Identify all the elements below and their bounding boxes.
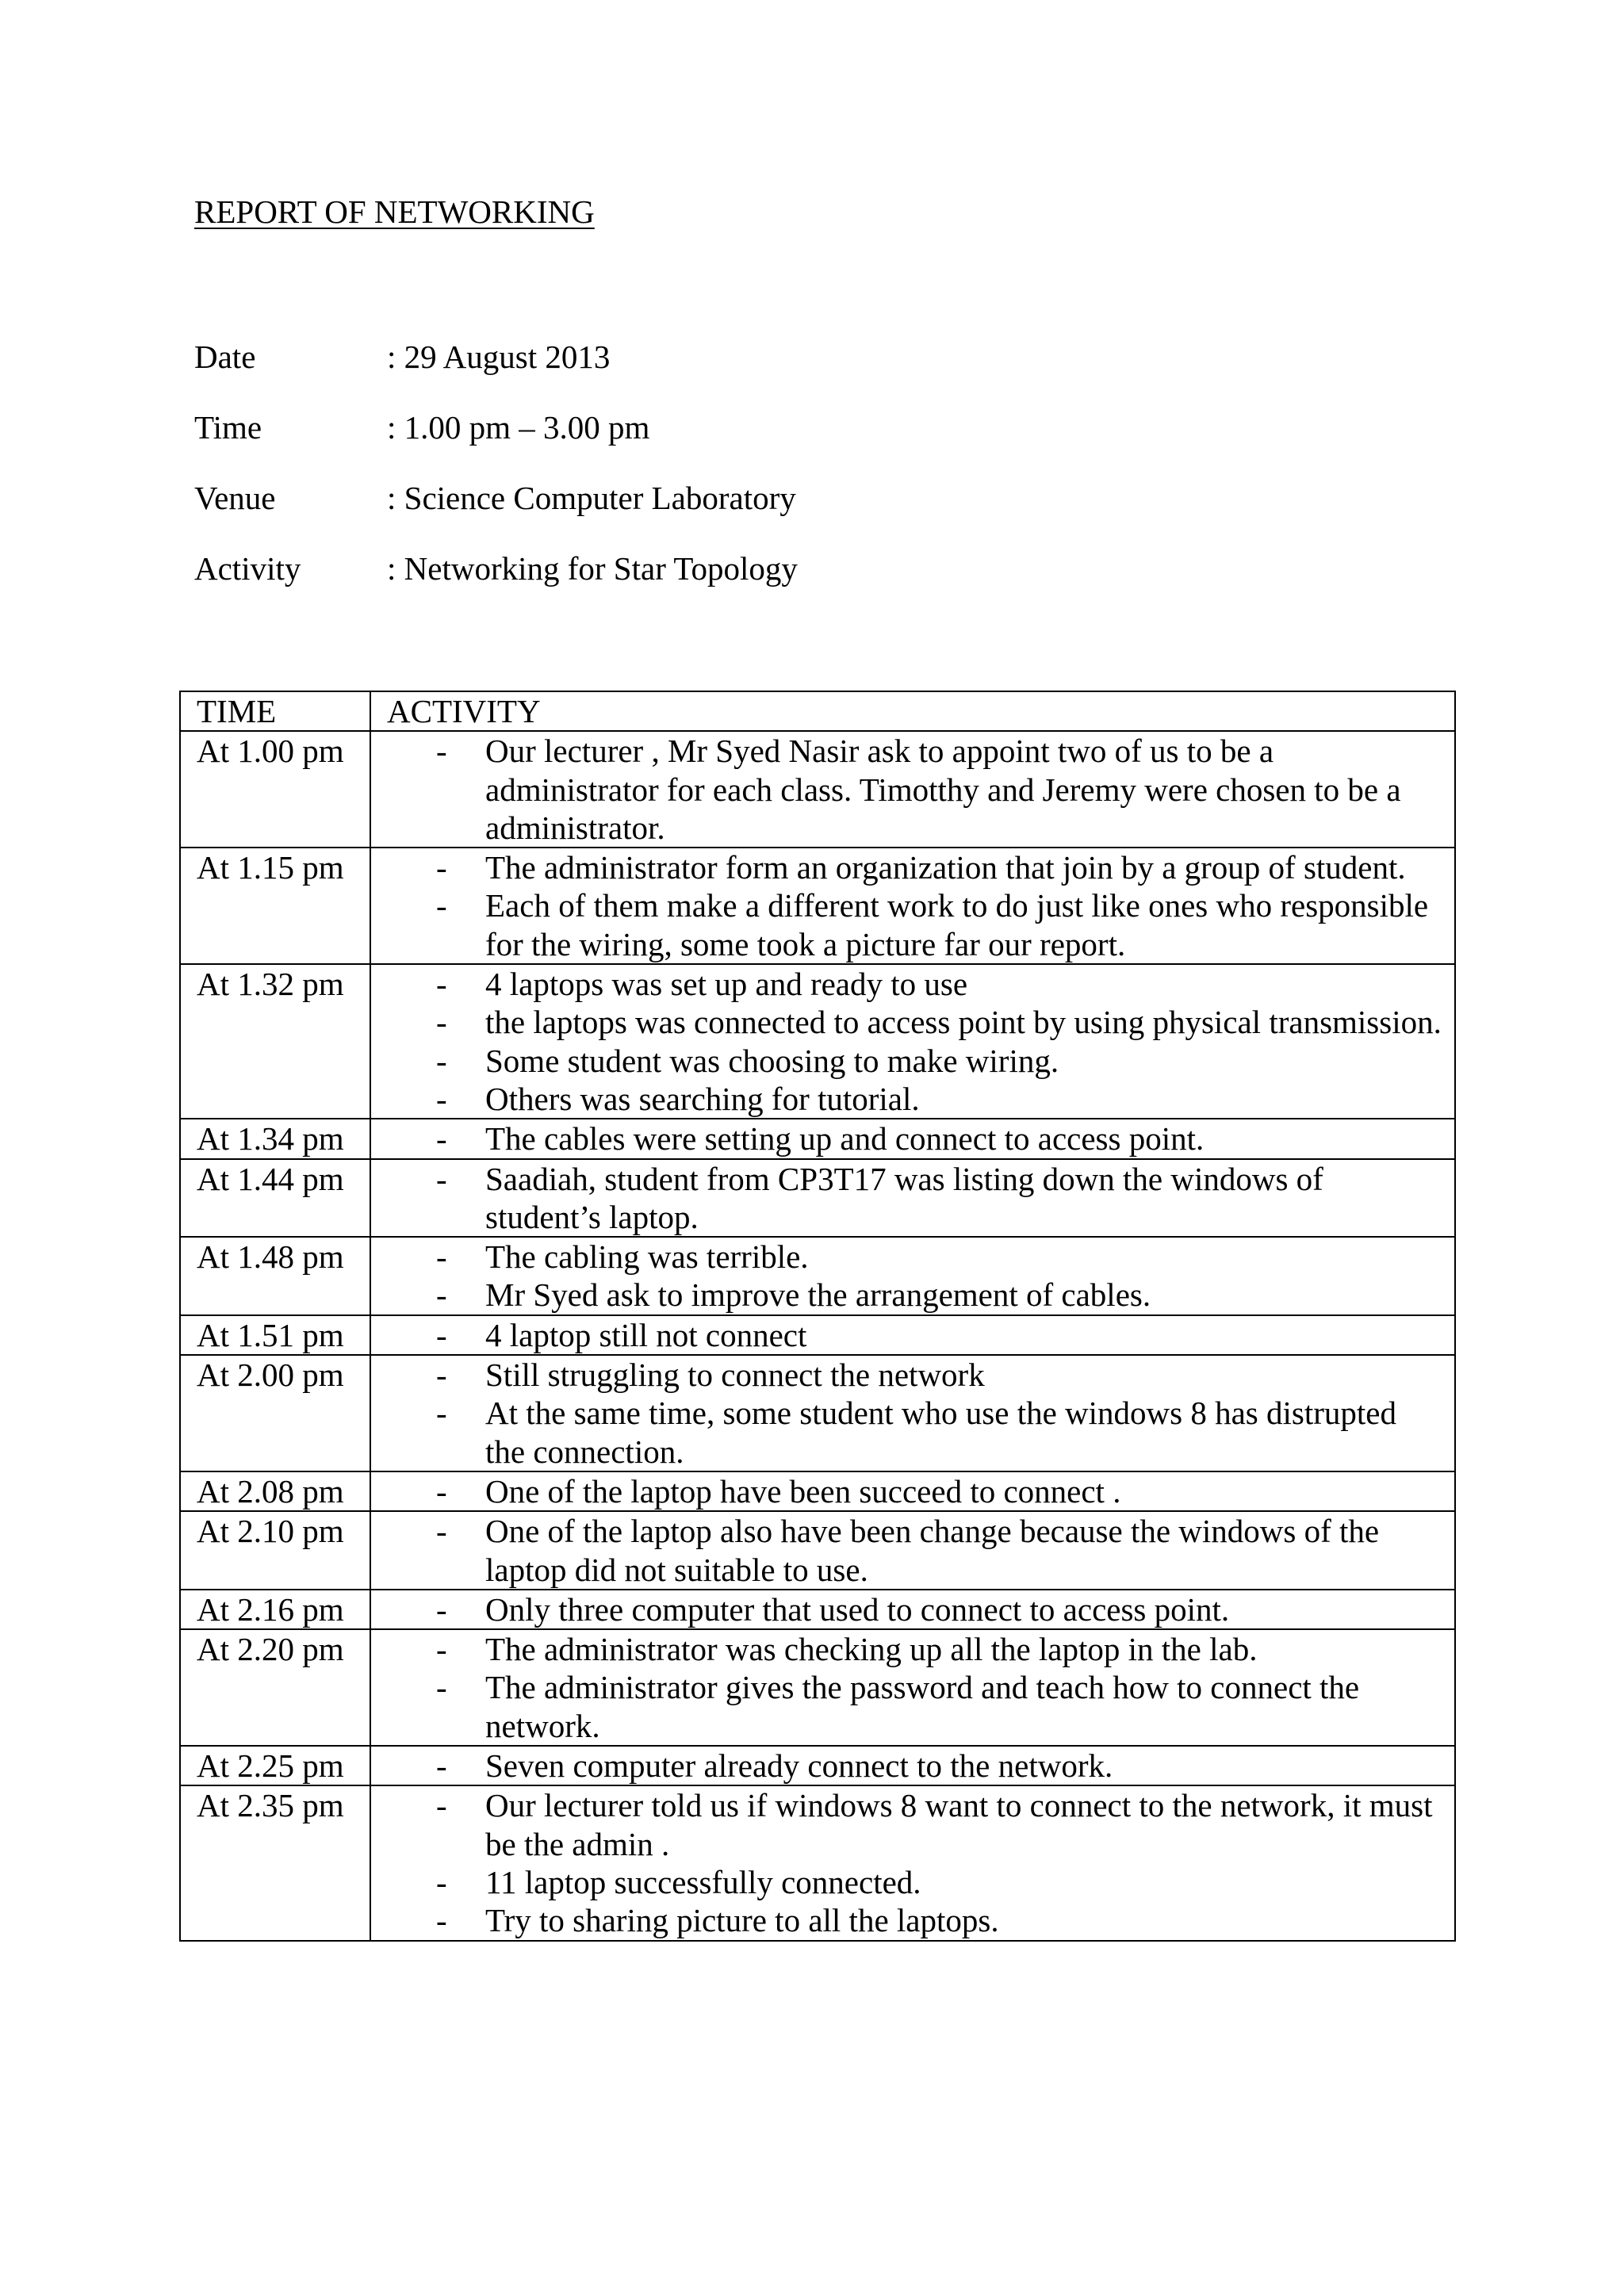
activity-list (371, 1630, 1454, 1745)
meta-value: : 1.00 pm – 3.00 pm (387, 409, 650, 446)
meta-row-time (194, 408, 649, 447)
table-row (180, 1355, 1455, 1471)
meta-value: : 29 August 2013 (387, 339, 611, 375)
activity-text: Others was searching for tutorial. (485, 1080, 920, 1117)
activity-item (371, 965, 1454, 1003)
activity-list (371, 1590, 1454, 1628)
activity-text: The cabling was terrible. (485, 1238, 809, 1276)
activity-cell (370, 1237, 1455, 1315)
dash-bullet: - (436, 1747, 447, 1785)
activity-list (371, 1786, 1454, 1939)
time-cell: At 2.10 pm (180, 1511, 370, 1590)
dash-bullet: - (436, 1276, 447, 1314)
dash-bullet: - (436, 1357, 447, 1394)
dash-bullet: - (436, 887, 447, 924)
meta-value: : Networking for Star Topology (387, 550, 798, 587)
activity-item (371, 1668, 1454, 1745)
activity-text: 4 laptops was set up and ready to use (485, 966, 968, 1003)
dash-bullet: - (436, 1902, 447, 1939)
activity-cell (370, 964, 1455, 1119)
table-row (180, 1159, 1455, 1238)
activity-list (371, 1119, 1454, 1158)
table-row (180, 1511, 1455, 1590)
activity-item (371, 886, 1454, 963)
meta-label: Date (194, 339, 256, 375)
time-cell: At 2.20 pm (180, 1629, 370, 1746)
activity-item (371, 1590, 1454, 1628)
table-row (180, 1785, 1455, 1940)
activity-item (371, 1863, 1454, 1901)
time-cell: At 2.08 pm (180, 1471, 370, 1511)
activity-item (371, 1747, 1454, 1785)
activity-list (371, 1316, 1454, 1354)
table-row (180, 1119, 1455, 1158)
activity-text: Our lecturer told us if windows 8 want to connect to the network, it must be the admin . (485, 1787, 1433, 1862)
dash-bullet: - (436, 849, 447, 886)
activity-list (371, 848, 1454, 963)
table-row (180, 1471, 1455, 1511)
table-row (180, 1315, 1455, 1355)
activity-cell (370, 848, 1455, 964)
meta-label: Time (194, 409, 262, 446)
activity-text: Try to sharing picture to all the laptops. (485, 1902, 999, 1939)
table-header-row (180, 691, 1455, 731)
activity-text: Only three computer that used to connect to access point. (485, 1590, 1230, 1628)
time-cell: At 1.48 pm (180, 1237, 370, 1315)
table-row (180, 1746, 1455, 1785)
activity-item (371, 732, 1454, 847)
activity-cell (370, 1629, 1455, 1746)
activity-item (371, 1316, 1454, 1354)
activity-text: The cables were setting up and connect to access point. (485, 1120, 1205, 1158)
activity-item (371, 1119, 1454, 1158)
dash-bullet: - (436, 1238, 447, 1276)
header-time: TIME (180, 691, 370, 731)
dash-bullet: - (436, 966, 447, 1003)
dash-bullet: - (436, 733, 447, 770)
time-cell: At 1.51 pm (180, 1315, 370, 1355)
activity-list (371, 1747, 1454, 1785)
activity-list (371, 1512, 1454, 1589)
table-row (180, 964, 1455, 1119)
table-row (180, 1590, 1455, 1629)
activity-text: Still struggling to connect the network (485, 1357, 985, 1394)
dash-bullet: - (436, 1080, 447, 1117)
activity-text: The administrator form an organization that join by a group of student. (485, 849, 1406, 886)
activity-list (371, 1356, 1454, 1471)
meta-label: Activity (194, 550, 301, 587)
activity-item (371, 1080, 1454, 1118)
time-cell: At 1.34 pm (180, 1119, 370, 1158)
activity-cell (370, 1315, 1455, 1355)
dash-bullet: - (436, 1863, 447, 1900)
table-body (180, 731, 1455, 1940)
activity-item (371, 1472, 1454, 1510)
activity-cell (370, 1746, 1455, 1785)
activity-cell (370, 731, 1455, 848)
meta-label: Venue (194, 480, 276, 516)
activity-cell (370, 1355, 1455, 1471)
activity-list (371, 732, 1454, 847)
activity-text: Some student was choosing to make wiring. (485, 1042, 1059, 1079)
dash-bullet: - (436, 1395, 447, 1432)
dash-bullet: - (436, 1513, 447, 1550)
activity-cell (370, 1159, 1455, 1238)
activity-text: The administrator gives the password and teach how to connect the network. (485, 1669, 1360, 1744)
dash-bullet: - (436, 1590, 447, 1628)
dash-bullet: - (436, 1160, 447, 1197)
activity-text: Saadiah, student from CP3T17 was listing down the windows of student’s laptop. (485, 1160, 1323, 1235)
time-cell: At 1.44 pm (180, 1159, 370, 1238)
time-cell: At 1.15 pm (180, 848, 370, 964)
dash-bullet: - (436, 1042, 447, 1079)
table-row (180, 1237, 1455, 1315)
activity-item (371, 1630, 1454, 1668)
meta-row-date (194, 337, 610, 377)
activity-list (371, 965, 1454, 1118)
activity-item (371, 1042, 1454, 1080)
activity-cell (370, 1511, 1455, 1590)
activity-text: One of the laptop have been succeed to connect . (485, 1472, 1121, 1510)
activity-item (371, 1160, 1454, 1237)
activity-text: The administrator was checking up all the laptop in the lab. (485, 1631, 1258, 1668)
dash-bullet: - (436, 1120, 447, 1158)
dash-bullet: - (436, 1669, 447, 1706)
table-row (180, 848, 1455, 964)
time-cell: At 2.00 pm (180, 1355, 370, 1471)
meta-value: : Science Computer Laboratory (387, 480, 796, 516)
activity-cell (370, 1590, 1455, 1629)
activity-item (371, 1238, 1454, 1276)
time-cell: At 2.25 pm (180, 1746, 370, 1785)
dash-bullet: - (436, 1631, 447, 1668)
table-row (180, 731, 1455, 848)
time-cell: At 2.35 pm (180, 1785, 370, 1940)
activity-text: Our lecturer , Mr Syed Nasir ask to appoint two of us to be a administrator for each class. Timotthy and Jeremy were chosen to be a administrator. (485, 733, 1401, 846)
activity-text: 4 laptop still not connect (485, 1316, 807, 1353)
activity-item (371, 1003, 1454, 1041)
time-cell: At 1.32 pm (180, 964, 370, 1119)
activity-item (371, 1356, 1454, 1394)
activity-text: At the same time, some student who use the windows 8 has distrupted the connection. (485, 1395, 1396, 1470)
activity-item (371, 1786, 1454, 1863)
activity-text: the laptops was connected to access point by using physical transmission. (485, 1004, 1442, 1041)
activity-item (371, 1276, 1454, 1314)
meta-row-activity (194, 549, 798, 588)
time-cell: At 1.00 pm (180, 731, 370, 848)
activity-list (371, 1472, 1454, 1510)
dash-bullet: - (436, 1787, 447, 1824)
dash-bullet: - (436, 1472, 447, 1510)
activity-list (371, 1238, 1454, 1314)
header-activity: ACTIVITY (370, 691, 1455, 731)
report-title: REPORT OF NETWORKING (194, 193, 595, 230)
activity-text: Seven computer already connect to the network. (485, 1747, 1113, 1785)
activity-list (371, 1160, 1454, 1237)
activity-item (371, 1901, 1454, 1939)
activity-text: Each of them make a different work to do just like ones who responsible for the wiring, some took a picture far our report. (485, 887, 1429, 962)
activity-text: One of the laptop also have been change because the windows of the laptop did not suitable to use. (485, 1513, 1380, 1588)
activity-cell (370, 1119, 1455, 1158)
meta-row-venue (194, 478, 796, 518)
activity-item (371, 848, 1454, 886)
activity-item (371, 1512, 1454, 1589)
activity-item (371, 1394, 1454, 1471)
activity-text: 11 laptop successfully connected. (485, 1863, 921, 1900)
activity-cell (370, 1471, 1455, 1511)
dash-bullet: - (436, 1316, 447, 1353)
activity-cell (370, 1785, 1455, 1940)
activity-text: Mr Syed ask to improve the arrangement of cables. (485, 1276, 1151, 1314)
activity-log-table (179, 691, 1456, 1942)
table-row (180, 1629, 1455, 1746)
time-cell: At 2.16 pm (180, 1590, 370, 1629)
dash-bullet: - (436, 1004, 447, 1041)
